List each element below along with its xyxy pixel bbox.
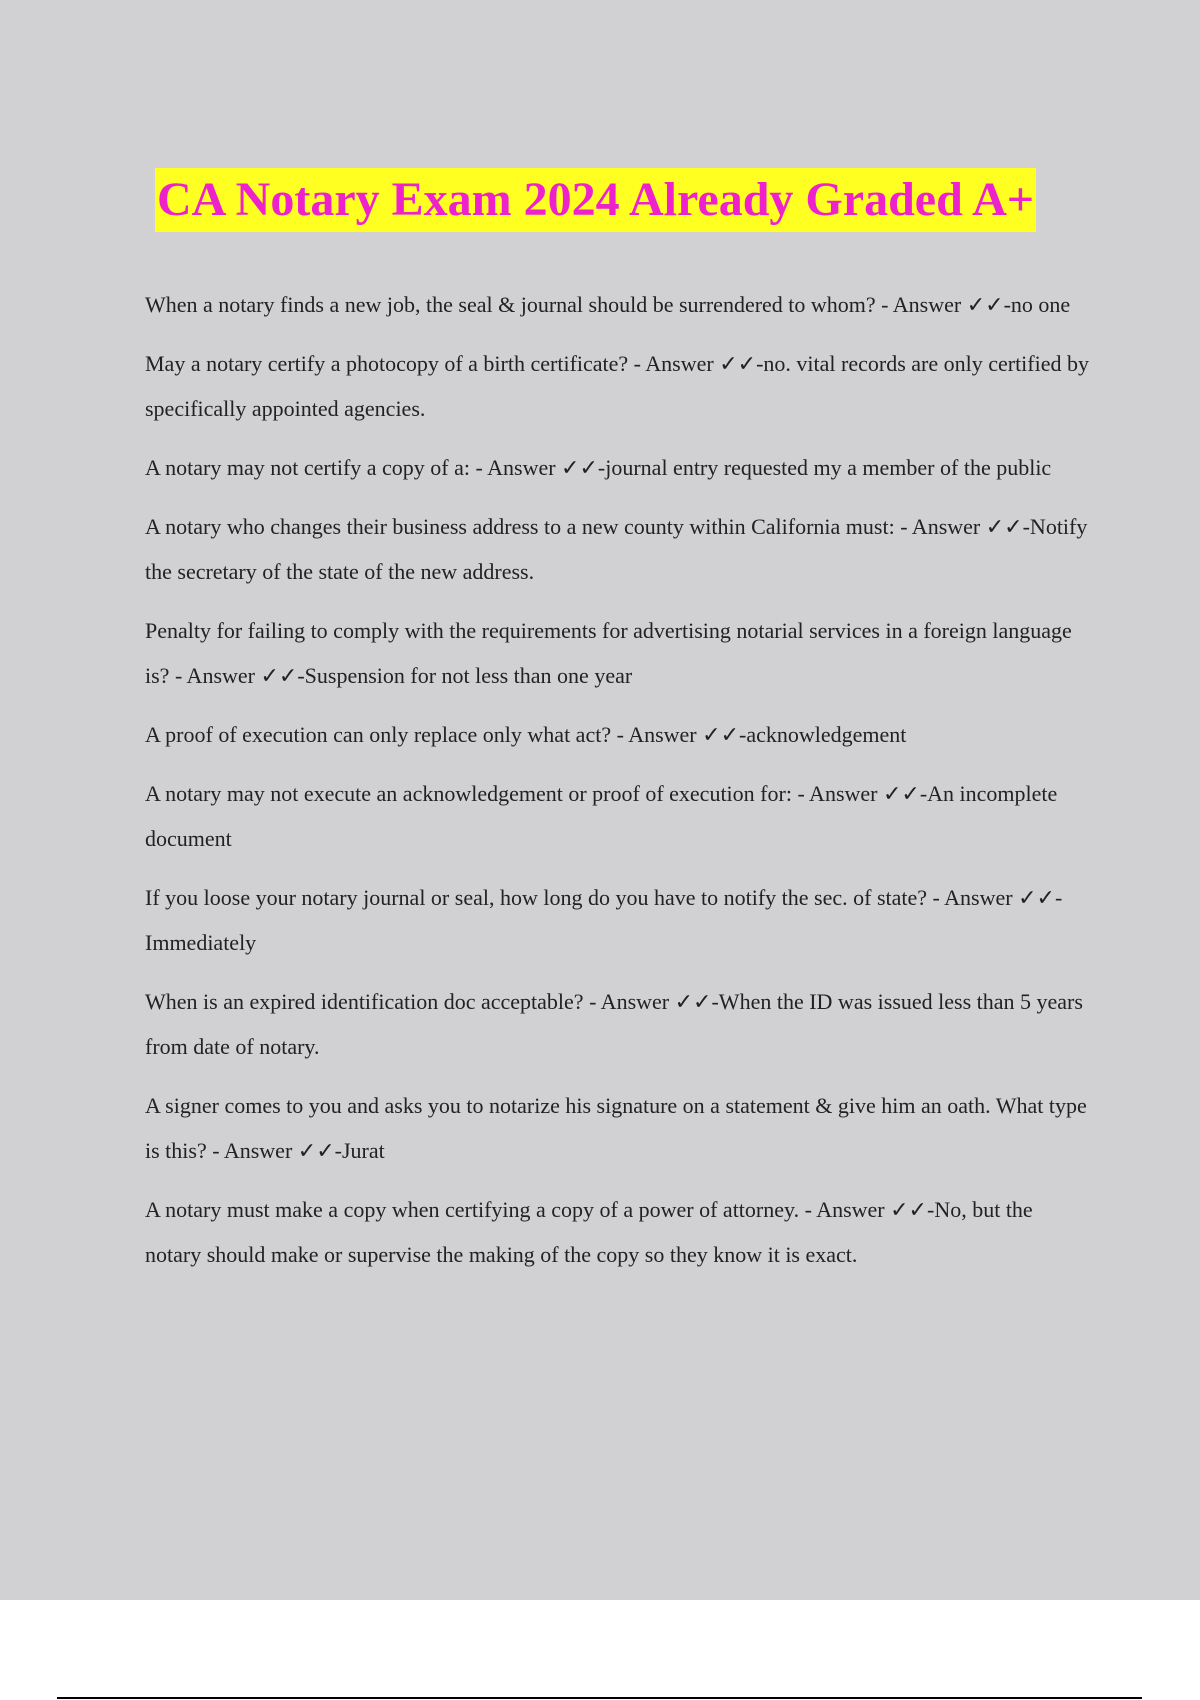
footer-divider [57,1697,1142,1699]
qa-item: A notary may not certify a copy of a: - Answer ✓✓-journal entry requested my a member of the public [145,455,1052,480]
page-footer [0,1600,1200,1700]
qa-item: A notary may not execute an acknowledgement or proof of execution for: - Answer ✓✓-An incomplete document [145,781,1058,851]
qa-item: A notary must make a copy when certifying a copy of a power of attorney. - Answer ✓✓-No, but the notary should make or supervise the making of the copy so they know it is exact. [145,1197,1033,1267]
qa-item: A notary who changes their business address to a new county within California must: - Answer ✓✓-Notify the secretary of the state of the new address. [145,514,1088,584]
qa-list [145,282,1090,1291]
qa-item: A signer comes to you and asks you to notarize his signature on a statement & give him an oath. What type is this? - Answer ✓✓-Jurat [145,1093,1087,1163]
qa-item: May a notary certify a photocopy of a birth certificate? - Answer ✓✓-no. vital records are only certified by specifically appointed agencies. [145,351,1090,421]
qa-item: When is an expired identification doc acceptable? - Answer ✓✓-When the ID was issued less than 5 years from date of notary. [145,989,1083,1059]
document-title: CA Notary Exam 2024 Already Graded A+ [155,168,1036,232]
qa-item: If you loose your notary journal or seal, how long do you have to notify the sec. of state? - Answer ✓✓-Immediately [145,885,1063,955]
qa-item: When a notary finds a new job, the seal & journal should be surrendered to whom? - Answer ✓✓-no one [145,292,1071,317]
qa-item: Penalty for failing to comply with the requirements for advertising notarial services in a foreign language is? - Answer ✓✓-Suspension for not less than one year [145,618,1072,688]
qa-item: A proof of execution can only replace only what act? - Answer ✓✓-acknowledgement [145,722,907,747]
